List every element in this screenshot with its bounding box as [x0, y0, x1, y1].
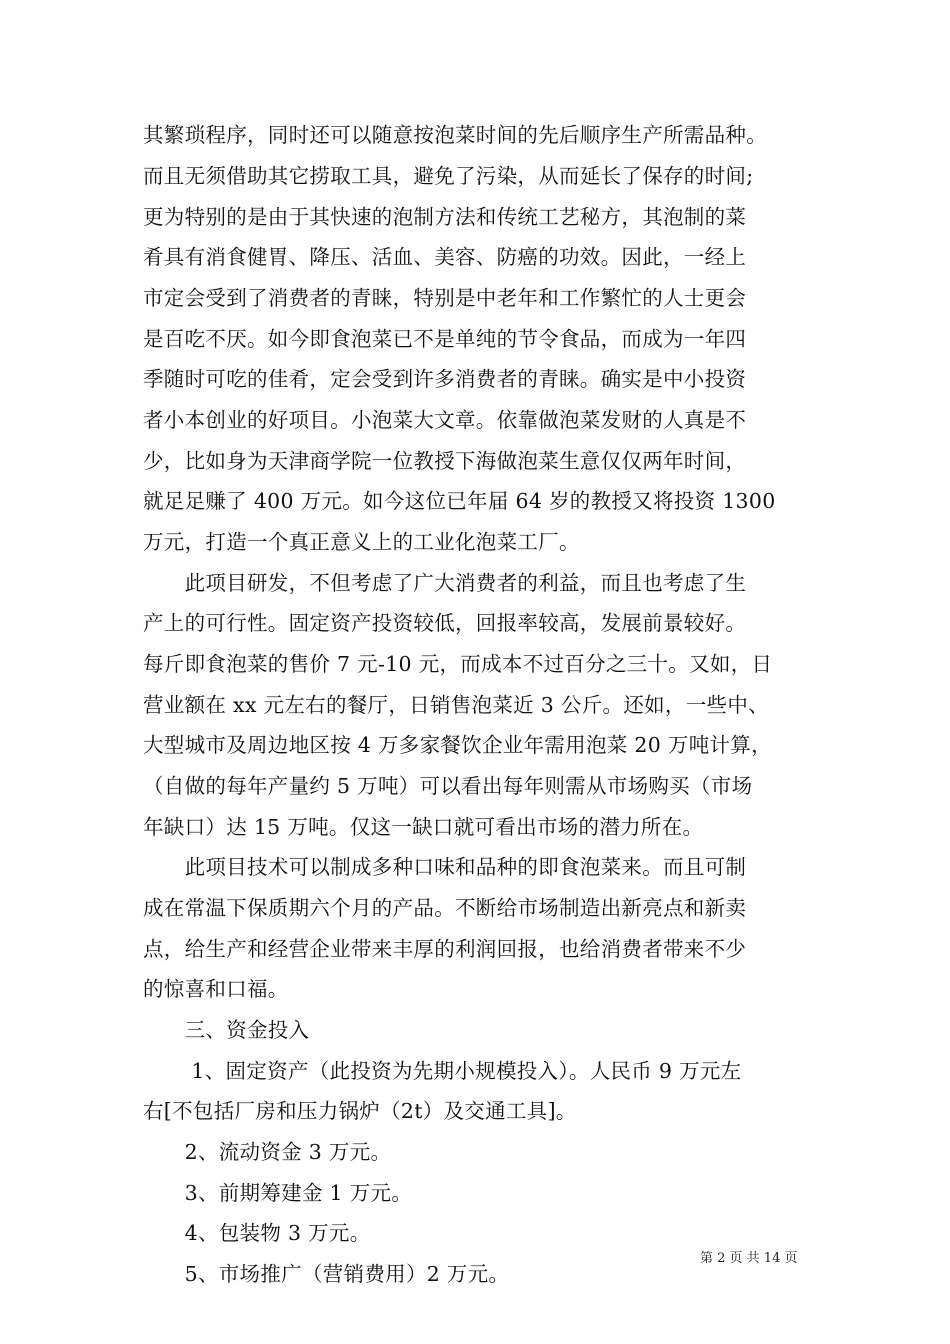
body-text-line: 是百吃不厌。如今即食泡菜已不是单纯的节令食品，而成为一年四 — [143, 327, 747, 351]
body-text-line: 点，给生产和经营企业带来丰厚的利润回报，也给消费者带来不少 — [143, 937, 747, 961]
list-item-continuation: 右[不包括厂房和压力锅炉（2t）及交通工具]。 — [143, 1099, 577, 1123]
body-text-line: 肴具有消食健胃、降压、活血、美容、防癌的功效。因此，一经上 — [143, 245, 747, 269]
body-text-line: 而且无须借助其它捞取工具，避免了污染，从而延长了保存的时间; — [143, 164, 754, 188]
body-text-line: 季随时可吃的佳肴，定会受到许多消费者的青睐。确实是中小投资 — [143, 367, 747, 391]
section-heading: 三、资金投入 — [143, 1018, 310, 1042]
body-text-line: 就足足赚了 400 万元。如今这位已年届 64 岁的教授又将投资 1300 — [143, 489, 776, 513]
body-text-line: 者小本创业的好项目。小泡菜大文章。依靠做泡菜发财的人真是不 — [143, 408, 747, 432]
page-number-footer: 第 2 页 共 14 页 — [700, 1251, 798, 1266]
list-item: 4、包装物 3 万元。 — [143, 1221, 371, 1245]
body-text-line: 营业额在 xx 元左右的餐厅，日销售泡菜近 3 公斤。还如，一些中、 — [143, 693, 769, 717]
body-text-line: 每斤即食泡菜的售价 7 元-10 元，而成本不过百分之三十。又如，日 — [143, 652, 773, 676]
paragraph-start-line: 此项目研发，不但考虑了广大消费者的利益，而且也考虑了生 — [143, 571, 747, 595]
body-text-line: 大型城市及周边地区按 4 万多家餐饮企业年需用泡菜 20 万吨计算， — [143, 733, 772, 757]
body-text-line: （自做的每年产量约 5 万吨）可以看出每年则需从市场购买（市场 — [143, 774, 753, 798]
body-text-line: 的惊喜和口福。 — [143, 977, 289, 1001]
body-text-line: 万元，打造一个真正意义上的工业化泡菜工厂。 — [143, 530, 580, 554]
body-text-line: 市定会受到了消费者的青睐，特别是中老年和工作繁忙的人士更会 — [143, 286, 747, 310]
body-text-line: 更为特别的是由于其快速的泡制方法和传统工艺秘方，其泡制的菜 — [143, 205, 747, 229]
list-item: 2、流动资金 3 万元。 — [143, 1140, 392, 1164]
body-text-line: 产上的可行性。固定资产投资较低，回报率较高，发展前景较好。 — [143, 611, 747, 635]
list-item: 3、前期筹建金 1 万元。 — [143, 1181, 413, 1205]
body-text-line: 其繁琐程序，同时还可以随意按泡菜时间的先后顺序生产所需品种。 — [143, 123, 767, 147]
paragraph-start-line: 此项目技术可以制成多种口味和品种的即食泡菜来。而且可制 — [143, 855, 747, 879]
list-item: 5、市场推广（营销费用）2 万元。 — [143, 1262, 510, 1286]
body-text-line: 年缺口）达 15 万吨。仅这一缺口就可看出市场的潜力所在。 — [143, 815, 704, 839]
body-text-line: 成在常温下保质期六个月的产品。不断给市场制造出新亮点和新卖 — [143, 896, 747, 920]
body-text-line: 少，比如身为天津商学院一位教授下海做泡菜生意仅仅两年时间， — [143, 449, 747, 473]
list-item: 1、固定资产（此投资为先期小规模投入）。人民币 9 万元左 — [143, 1059, 742, 1083]
